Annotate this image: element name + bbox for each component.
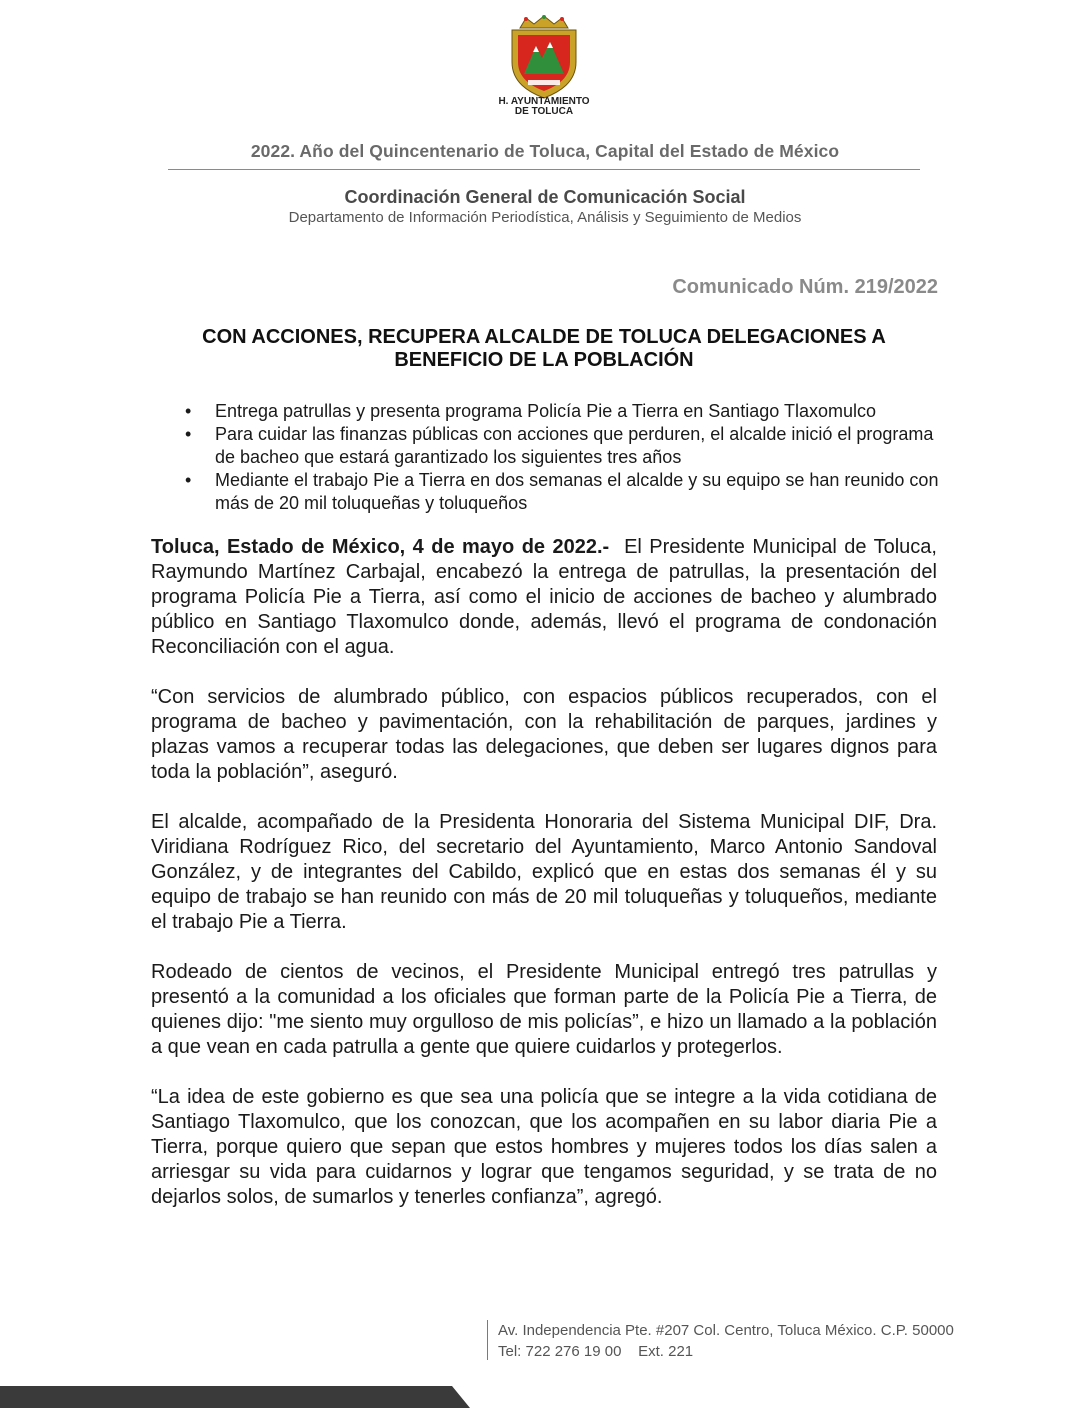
headline-line2: BENEFICIO DE LA POBLACIÓN bbox=[394, 349, 694, 371]
year-motto: 2022. Año del Quincentenario de Toluca, Capital del Estado de México bbox=[250, 141, 840, 161]
summary-bullets bbox=[181, 400, 941, 515]
release-number: Comunicado Núm. 219/2022 bbox=[672, 276, 938, 298]
headline bbox=[151, 326, 937, 372]
bullet-text: Entrega patrullas y presenta programa Policía Pie a Tierra en Santiago Tlaxomulco bbox=[215, 401, 877, 421]
bullet-text: Mediante el trabajo Pie a Tierra en dos semanas el alcalde y su equipo se han reunido con más de 20 mil toluqueñas y toluqueños bbox=[215, 470, 939, 513]
footer-address: Av. Independencia Pte. #207 Col. Centro, Toluca México. C.P. 50000 bbox=[498, 1322, 954, 1339]
footer-divider bbox=[487, 1320, 488, 1360]
footer-contact bbox=[498, 1320, 954, 1362]
paragraph-1-text: El Presidente Municipal de Toluca, Raymundo Martínez Carbajal, encabezó la entrega de patrullas, la presentación del programa Policía Pie a Tierra, así como el inicio de acciones de bacheo y alumbrado público en Santiago Tlaxomulco donde, además, llevó el programa de condonación Reconciliación con el agua. bbox=[151, 536, 937, 658]
logo-caption-line2: DE TOLUCA bbox=[514, 106, 574, 117]
bullet-item bbox=[181, 400, 941, 423]
header-divider bbox=[168, 169, 920, 170]
bullet-item bbox=[181, 469, 941, 515]
bullet-icon: • bbox=[185, 470, 192, 490]
article-body bbox=[151, 535, 937, 1235]
coordination-title: Coordinación General de Comunicación Social bbox=[344, 187, 746, 207]
bullet-item bbox=[181, 423, 941, 469]
toluca-coat-of-arms-logo bbox=[506, 14, 582, 100]
paragraph-1 bbox=[151, 535, 937, 660]
footer-bar bbox=[0, 1386, 470, 1408]
paragraph-4: Rodeado de cientos de vecinos, el Presidente Municipal entregó tres patrullas y presentó a la comunidad a los oficiales que forman parte de la Policía Pie a Tierra, de quienes dijo: "me siento muy orgulloso de mis policías”, e hizo un llamado a la población a que vean en cada patrulla a gente que quiere cuidarlos y protegerlos. bbox=[151, 961, 937, 1058]
footer-phone: Tel: 722 276 19 00 Ext. 221 bbox=[498, 1343, 694, 1360]
bullet-text: Para cuidar las finanzas públicas con acciones que perduren, el alcalde inició el programa de bacheo que estará garantizado los siguientes tres años bbox=[215, 424, 934, 467]
logo-caption-line1: H. AYUNTAMIENTO bbox=[498, 96, 590, 107]
bullet-icon: • bbox=[185, 401, 192, 421]
department-subtitle: Departamento de Información Periodística, Análisis y Seguimiento de Medios bbox=[288, 209, 802, 226]
bullet-icon: • bbox=[185, 424, 192, 444]
dateline: Toluca, Estado de México, 4 de mayo de 2022.- bbox=[151, 536, 610, 558]
headline-line1: CON ACCIONES, RECUPERA ALCALDE DE TOLUCA DELEGACIONES A bbox=[202, 326, 886, 348]
paragraph-3: El alcalde, acompañado de la Presidenta Honoraria del Sistema Municipal DIF, Dra. Viridiana Rodríguez Rico, del secretario del Ayuntamiento, Marco Antonio Sandoval González, y de integrantes del Cabildo, explicó que en estas dos semanas él y su equipo de trabajo se han reunido con más de 20 mil toluqueñas y toluqueños, mediante el trabajo Pie a Tierra. bbox=[151, 811, 937, 933]
logo-caption bbox=[470, 97, 618, 117]
paragraph-5: “La idea de este gobierno es que sea una policía que se integre a la vida cotidiana de Santiago Tlaxomulco, que los conozcan, que los acompañen en su labor diaria Pie a Tierra, porque quiero que sepan que estos hombres y mujeres todos los días salen a arriesgar su vida para cuidarnos y lograr que tengamos seguridad, y se trata de no dejarlos solos, de sumarlos y tenerles confianza”, agregó. bbox=[151, 1086, 937, 1208]
paragraph-2: “Con servicios de alumbrado público, con espacios públicos recuperados, con el programa de bacheo y pavimentación, con la rehabilitación de parques, jardines y plazas vamos a recuperar todas las delegaciones, que deben ser lugares dignos para toda la población”, aseguró. bbox=[151, 686, 937, 783]
